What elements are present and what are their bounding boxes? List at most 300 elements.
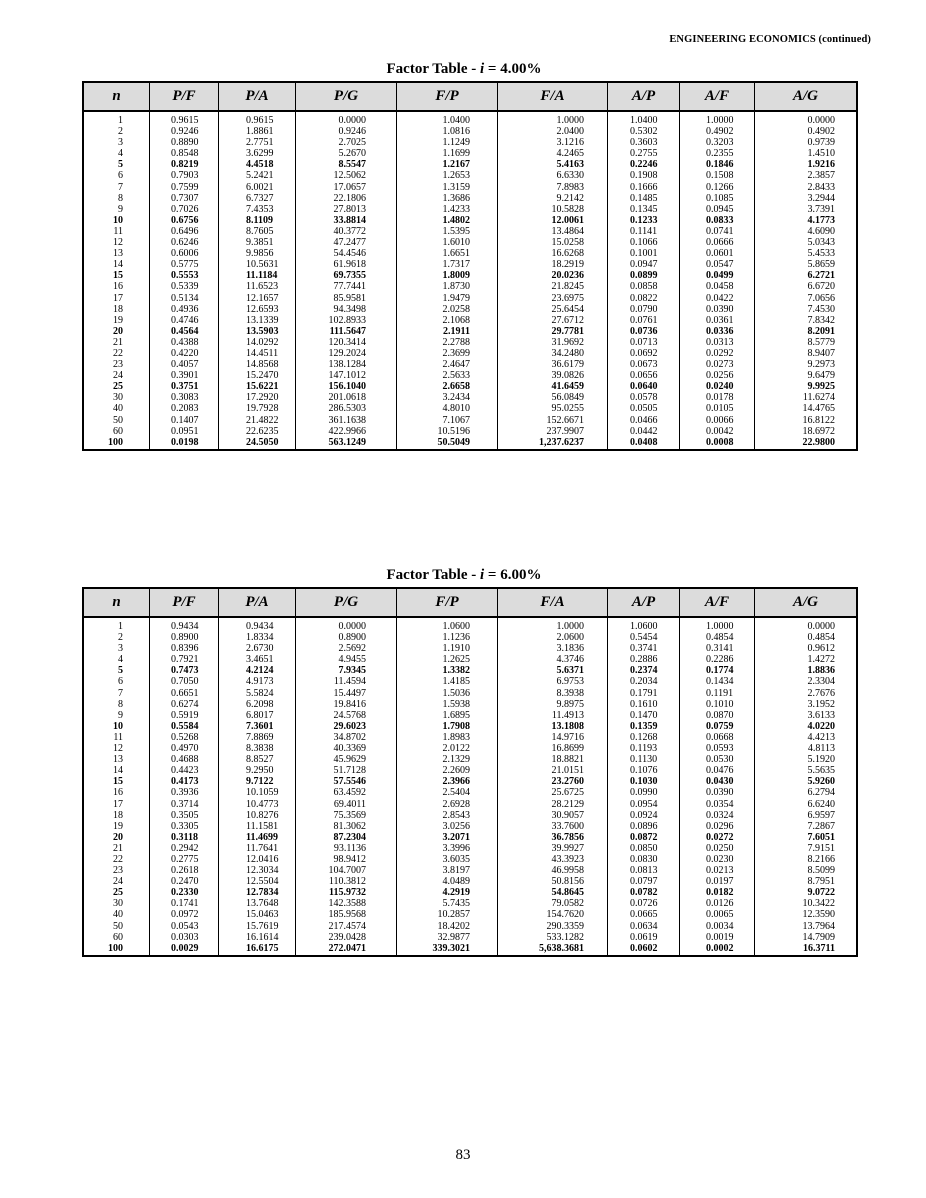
cell-pf: 0.2330 — [150, 887, 219, 898]
title-variable: i — [480, 61, 485, 77]
col-header-ag: A/G — [755, 82, 858, 111]
cell-ap: 0.1345 — [608, 204, 680, 215]
col-header-n: n — [83, 588, 150, 617]
cell-ag: 9.6479 — [755, 370, 858, 381]
cell-pg: 239.0428 — [296, 932, 397, 943]
cell-ag: 6.6240 — [755, 799, 858, 810]
cell-pf: 0.4970 — [150, 743, 219, 754]
cell-ap: 0.2755 — [608, 148, 680, 159]
cell-ap: 0.5302 — [608, 126, 680, 137]
cell-pa: 12.7834 — [219, 887, 296, 898]
cell-ag: 11.6274 — [755, 392, 858, 403]
cell-pf: 0.5339 — [150, 281, 219, 292]
cell-pa: 9.9856 — [219, 248, 296, 259]
cell-n: 17 — [113, 798, 123, 810]
cell-fa: 39.0826 — [498, 370, 608, 381]
cell-pa: 11.7641 — [219, 843, 296, 854]
table-row — [83, 259, 857, 270]
cell-n: 16 — [113, 787, 123, 799]
cell-pf: 0.4564 — [150, 326, 219, 337]
cell-n: 30 — [113, 392, 123, 404]
cell-pg: 15.4497 — [296, 688, 397, 699]
cell-pa: 22.6235 — [219, 426, 296, 437]
cell-pg: 63.4592 — [296, 787, 397, 798]
table-row — [83, 754, 857, 765]
cell-pf: 0.7050 — [150, 676, 219, 687]
cell-pa: 24.5050 — [219, 437, 296, 450]
cell-pa: 14.8568 — [219, 359, 296, 370]
cell-ap: 0.0813 — [608, 865, 680, 876]
cell-fa: 25.6454 — [498, 304, 608, 315]
cell-n: 24 — [113, 876, 123, 888]
cell-pf: 0.7307 — [150, 193, 219, 204]
table-row — [83, 370, 857, 381]
cell-ap: 0.1470 — [608, 710, 680, 721]
cell-af: 0.0042 — [680, 426, 755, 437]
cell-pg: 563.1249 — [296, 437, 397, 450]
cell-pa: 12.1657 — [219, 293, 296, 304]
cell-af: 0.0530 — [680, 754, 755, 765]
cell-pf: 0.6274 — [150, 699, 219, 710]
table-row — [83, 281, 857, 292]
cell-ag: 1.4272 — [755, 654, 858, 665]
table-row — [83, 810, 857, 821]
cell-pf: 0.5919 — [150, 710, 219, 721]
cell-af: 0.1434 — [680, 676, 755, 687]
cell-n: 23 — [113, 865, 123, 877]
cell-af: 0.0668 — [680, 732, 755, 743]
cell-pa: 12.5504 — [219, 876, 296, 887]
table-row — [83, 215, 857, 226]
cell-af: 0.0178 — [680, 392, 755, 403]
cell-af: 0.0476 — [680, 765, 755, 776]
cell-fp: 1.4233 — [397, 204, 498, 215]
cell-n: 13 — [113, 248, 123, 260]
cell-ap: 0.0505 — [608, 403, 680, 414]
cell-pa: 13.7648 — [219, 898, 296, 909]
cell-n: 23 — [113, 359, 123, 371]
cell-pg: 8.5547 — [296, 159, 397, 170]
cell-n: 100 — [108, 942, 123, 954]
cell-ap: 0.0830 — [608, 854, 680, 865]
cell-pa: 15.7619 — [219, 921, 296, 932]
cell-fp: 2.0122 — [397, 743, 498, 754]
cell-fp: 4.8010 — [397, 403, 498, 414]
cell-pg: 147.1012 — [296, 370, 397, 381]
cell-fp: 50.5049 — [397, 437, 498, 450]
table-row — [83, 304, 857, 315]
cell-af: 0.0313 — [680, 337, 755, 348]
cell-pg: 51.7128 — [296, 765, 397, 776]
table-row — [83, 865, 857, 876]
cell-ag: 6.9597 — [755, 810, 858, 821]
cell-ag: 9.0722 — [755, 887, 858, 898]
cell-ap: 0.0466 — [608, 415, 680, 426]
cell-af: 0.0213 — [680, 865, 755, 876]
cell-pg: 94.3498 — [296, 304, 397, 315]
cell-n: 7 — [118, 687, 123, 699]
cell-pf: 0.4423 — [150, 765, 219, 776]
table-row — [83, 326, 857, 337]
cell-fa: 21.0151 — [498, 765, 608, 776]
cell-pf: 0.2470 — [150, 876, 219, 887]
cell-ap: 0.1030 — [608, 776, 680, 787]
cell-af: 0.0105 — [680, 403, 755, 414]
cell-pa: 9.7122 — [219, 776, 296, 787]
cell-af: 0.0197 — [680, 876, 755, 887]
cell-fa: 20.0236 — [498, 270, 608, 281]
cell-ag: 7.6051 — [755, 832, 858, 843]
cell-pf: 0.4220 — [150, 348, 219, 359]
cell-af: 0.0458 — [680, 281, 755, 292]
cell-fa: 50.8156 — [498, 876, 608, 887]
table-row — [83, 270, 857, 281]
cell-pf: 0.8900 — [150, 632, 219, 643]
col-header-pg: P/G — [296, 82, 397, 111]
cell-af: 0.0008 — [680, 437, 755, 450]
cell-ap: 0.0656 — [608, 370, 680, 381]
cell-pg: 4.9455 — [296, 654, 397, 665]
cell-fa: 1,237.6237 — [498, 437, 608, 450]
cell-pa: 15.6221 — [219, 381, 296, 392]
cell-ap: 0.1666 — [608, 182, 680, 193]
cell-af: 0.1508 — [680, 170, 755, 181]
cell-n: 3 — [118, 137, 123, 149]
col-header-pa: P/A — [219, 588, 296, 617]
cell-af: 0.0601 — [680, 248, 755, 259]
cell-pg: 129.2024 — [296, 348, 397, 359]
table-row — [83, 126, 857, 137]
cell-pa: 1.8334 — [219, 632, 296, 643]
cell-ag: 1.8836 — [755, 665, 858, 676]
cell-n: 14 — [113, 259, 123, 271]
cell-ag: 8.7951 — [755, 876, 858, 887]
cell-pa: 9.2950 — [219, 765, 296, 776]
cell-fp: 2.3966 — [397, 776, 498, 787]
cell-pa: 12.6593 — [219, 304, 296, 315]
cell-ap: 0.0736 — [608, 326, 680, 337]
cell-pg: 24.5768 — [296, 710, 397, 721]
cell-pf: 0.5553 — [150, 270, 219, 281]
cell-fp: 1.8009 — [397, 270, 498, 281]
cell-ag: 14.4765 — [755, 403, 858, 414]
table-row — [83, 426, 857, 437]
table-row — [83, 665, 857, 676]
cell-n: 1 — [118, 115, 123, 126]
cell-fp: 3.2071 — [397, 832, 498, 843]
cell-pf: 0.9246 — [150, 126, 219, 137]
cell-pa: 10.4773 — [219, 799, 296, 810]
cell-pg: 104.7007 — [296, 865, 397, 876]
cell-pa: 3.4651 — [219, 654, 296, 665]
cell-ap: 0.2034 — [608, 676, 680, 687]
cell-ag: 3.7391 — [755, 204, 858, 215]
cell-pg: 0.0000 — [296, 111, 397, 126]
cell-pf: 0.7473 — [150, 665, 219, 676]
cell-fa: 25.6725 — [498, 787, 608, 798]
cell-pg: 110.3812 — [296, 876, 397, 887]
cell-ag: 0.9739 — [755, 137, 858, 148]
cell-pf: 0.4057 — [150, 359, 219, 370]
cell-ap: 0.1193 — [608, 743, 680, 754]
cell-fp: 10.5196 — [397, 426, 498, 437]
cell-fp: 1.7908 — [397, 721, 498, 732]
cell-af: 0.0945 — [680, 204, 755, 215]
cell-pg: 45.9629 — [296, 754, 397, 765]
cell-ap: 0.0850 — [608, 843, 680, 854]
cell-ag: 3.2944 — [755, 193, 858, 204]
cell-fa: 152.6671 — [498, 415, 608, 426]
cell-ap: 0.0673 — [608, 359, 680, 370]
cell-fa: 8.3938 — [498, 688, 608, 699]
cell-pa: 4.2124 — [219, 665, 296, 676]
table-row — [83, 182, 857, 193]
cell-n: 5 — [118, 665, 123, 677]
cell-fa: 46.9958 — [498, 865, 608, 876]
cell-ap: 0.0990 — [608, 787, 680, 798]
cell-pg: 185.9568 — [296, 909, 397, 920]
cell-fa: 3.1836 — [498, 643, 608, 654]
cell-ag: 6.6720 — [755, 281, 858, 292]
cell-pg: 201.0618 — [296, 392, 397, 403]
cell-n: 100 — [108, 436, 123, 448]
col-header-n: n — [83, 82, 150, 111]
cell-pf: 0.2942 — [150, 843, 219, 854]
cell-af: 0.0361 — [680, 315, 755, 326]
cell-pf: 0.6006 — [150, 248, 219, 259]
cell-af: 0.0296 — [680, 821, 755, 832]
cell-ag: 0.4902 — [755, 126, 858, 137]
cell-fa: 16.8699 — [498, 743, 608, 754]
col-header-fp: F/P — [397, 588, 498, 617]
cell-pg: 12.5062 — [296, 170, 397, 181]
cell-af: 0.0741 — [680, 226, 755, 237]
cell-pf: 0.6756 — [150, 215, 219, 226]
table-row — [83, 854, 857, 865]
cell-ap: 0.1610 — [608, 699, 680, 710]
table-row — [83, 688, 857, 699]
table-row — [83, 776, 857, 787]
cell-af: 0.0019 — [680, 932, 755, 943]
cell-n: 22 — [113, 853, 123, 865]
cell-ag: 5.9260 — [755, 776, 858, 787]
cell-fp: 1.5395 — [397, 226, 498, 237]
cell-pf: 0.0972 — [150, 909, 219, 920]
table-row — [83, 170, 857, 181]
cell-ap: 0.1268 — [608, 732, 680, 743]
cell-pf: 0.6246 — [150, 237, 219, 248]
cell-pa: 12.0416 — [219, 854, 296, 865]
cell-ap: 0.0442 — [608, 426, 680, 437]
cell-ag: 7.2867 — [755, 821, 858, 832]
cell-pa: 21.4822 — [219, 415, 296, 426]
factor-table-4pct — [82, 81, 858, 451]
cell-fp: 1.4802 — [397, 215, 498, 226]
cell-fa: 23.6975 — [498, 293, 608, 304]
table-title-4pct — [82, 61, 846, 78]
cell-fa: 5,638.3681 — [498, 943, 608, 956]
cell-pa: 6.2098 — [219, 699, 296, 710]
table-row — [83, 248, 857, 259]
cell-ap: 0.0692 — [608, 348, 680, 359]
cell-n: 18 — [113, 303, 123, 315]
cell-ag: 8.2091 — [755, 326, 858, 337]
cell-n: 40 — [113, 909, 123, 921]
title-variable: i — [480, 567, 485, 583]
cell-ag: 12.3590 — [755, 909, 858, 920]
cell-fp: 1.0400 — [397, 111, 498, 126]
cell-ap: 0.1001 — [608, 248, 680, 259]
cell-fp: 1.9479 — [397, 293, 498, 304]
cell-pf: 0.3901 — [150, 370, 219, 381]
cell-ap: 0.1359 — [608, 721, 680, 732]
col-header-af: A/F — [680, 82, 755, 111]
cell-pf: 0.6496 — [150, 226, 219, 237]
cell-pg: 138.1284 — [296, 359, 397, 370]
cell-fa: 28.2129 — [498, 799, 608, 810]
cell-af: 0.0256 — [680, 370, 755, 381]
cell-fa: 39.9927 — [498, 843, 608, 854]
cell-ap: 0.1141 — [608, 226, 680, 237]
cell-fp: 1.1236 — [397, 632, 498, 643]
table-row — [83, 348, 857, 359]
cell-n: 10 — [113, 720, 123, 732]
table-row — [83, 721, 857, 732]
cell-pa: 13.1339 — [219, 315, 296, 326]
cell-n: 7 — [118, 181, 123, 193]
cell-n: 13 — [113, 754, 123, 766]
cell-fa: 5.4163 — [498, 159, 608, 170]
cell-af: 0.0034 — [680, 921, 755, 932]
cell-n: 17 — [113, 292, 123, 304]
cell-pg: 102.8933 — [296, 315, 397, 326]
header-row — [83, 82, 857, 111]
table-row — [83, 654, 857, 665]
cell-pf: 0.2618 — [150, 865, 219, 876]
cell-ag: 8.5099 — [755, 865, 858, 876]
cell-pa: 7.4353 — [219, 204, 296, 215]
col-header-ap: A/P — [608, 588, 680, 617]
cell-ap: 0.5454 — [608, 632, 680, 643]
cell-af: 0.4854 — [680, 632, 755, 643]
cell-af: 0.0002 — [680, 943, 755, 956]
table-row — [83, 226, 857, 237]
cell-n: 22 — [113, 347, 123, 359]
col-header-ap: A/P — [608, 82, 680, 111]
table-row — [83, 315, 857, 326]
cell-ap: 0.0797 — [608, 876, 680, 887]
cell-pf: 0.0198 — [150, 437, 219, 450]
cell-fp: 18.4202 — [397, 921, 498, 932]
cell-ap: 0.0790 — [608, 304, 680, 315]
cell-pf: 0.7903 — [150, 170, 219, 181]
cell-pg: 7.9345 — [296, 665, 397, 676]
col-header-ag: A/G — [755, 588, 858, 617]
cell-n: 8 — [118, 698, 123, 710]
cell-af: 0.2355 — [680, 148, 755, 159]
cell-af: 0.0422 — [680, 293, 755, 304]
cell-n: 50 — [113, 920, 123, 932]
cell-n: 21 — [113, 336, 123, 348]
cell-pa: 16.6175 — [219, 943, 296, 956]
cell-fp: 2.4647 — [397, 359, 498, 370]
col-header-pf: P/F — [150, 588, 219, 617]
table-row — [83, 148, 857, 159]
cell-pa: 6.8017 — [219, 710, 296, 721]
cell-pf: 0.8219 — [150, 159, 219, 170]
cell-fa: 2.0400 — [498, 126, 608, 137]
cell-n: 9 — [118, 709, 123, 721]
cell-af: 0.0324 — [680, 810, 755, 821]
cell-pg: 120.3414 — [296, 337, 397, 348]
table-row — [83, 799, 857, 810]
cell-fa: 30.9057 — [498, 810, 608, 821]
cell-fp: 2.5404 — [397, 787, 498, 798]
cell-pa: 19.7928 — [219, 403, 296, 414]
cell-n: 25 — [113, 887, 123, 899]
table-row — [83, 898, 857, 909]
cell-fa: 237.9907 — [498, 426, 608, 437]
cell-af: 0.0250 — [680, 843, 755, 854]
cell-fp: 1.0600 — [397, 617, 498, 632]
cell-fa: 6.6330 — [498, 170, 608, 181]
cell-fp: 1.5938 — [397, 699, 498, 710]
cell-fp: 32.9877 — [397, 932, 498, 943]
cell-fp: 3.0256 — [397, 821, 498, 832]
cell-n: 18 — [113, 809, 123, 821]
cell-n: 50 — [113, 414, 123, 426]
cell-af: 0.0066 — [680, 415, 755, 426]
col-header-pa: P/A — [219, 82, 296, 111]
cell-fp: 2.1911 — [397, 326, 498, 337]
cell-ag: 9.2973 — [755, 359, 858, 370]
cell-ag: 5.5635 — [755, 765, 858, 776]
cell-ap: 0.0899 — [608, 270, 680, 281]
cell-pg: 2.5692 — [296, 643, 397, 654]
cell-n: 30 — [113, 898, 123, 910]
cell-pa: 8.1109 — [219, 215, 296, 226]
cell-pf: 0.5584 — [150, 721, 219, 732]
cell-pa: 7.8869 — [219, 732, 296, 743]
cell-ag: 4.1773 — [755, 215, 858, 226]
cell-n: 14 — [113, 765, 123, 777]
col-header-fa: F/A — [498, 82, 608, 111]
cell-ap: 0.2886 — [608, 654, 680, 665]
cell-pf: 0.5775 — [150, 259, 219, 270]
cell-n: 1 — [118, 621, 123, 632]
cell-pg: 75.3569 — [296, 810, 397, 821]
cell-fp: 2.0258 — [397, 304, 498, 315]
cell-fa: 13.4864 — [498, 226, 608, 237]
cell-ap: 1.0600 — [608, 617, 680, 632]
cell-pa: 9.3851 — [219, 237, 296, 248]
cell-fa: 1.0000 — [498, 111, 608, 126]
cell-fp: 1.2653 — [397, 170, 498, 181]
cell-pg: 11.4594 — [296, 676, 397, 687]
cell-pf: 0.9434 — [150, 617, 219, 632]
cell-pa: 1.8861 — [219, 126, 296, 137]
cell-fa: 11.4913 — [498, 710, 608, 721]
cell-af: 0.1010 — [680, 699, 755, 710]
cell-pa: 4.9173 — [219, 676, 296, 687]
cell-ap: 0.1066 — [608, 237, 680, 248]
cell-ag: 2.3304 — [755, 676, 858, 687]
cell-ag: 8.5779 — [755, 337, 858, 348]
cell-n: 3 — [118, 643, 123, 655]
table-row — [83, 237, 857, 248]
cell-pg: 57.5546 — [296, 776, 397, 787]
cell-pg: 286.5303 — [296, 403, 397, 414]
